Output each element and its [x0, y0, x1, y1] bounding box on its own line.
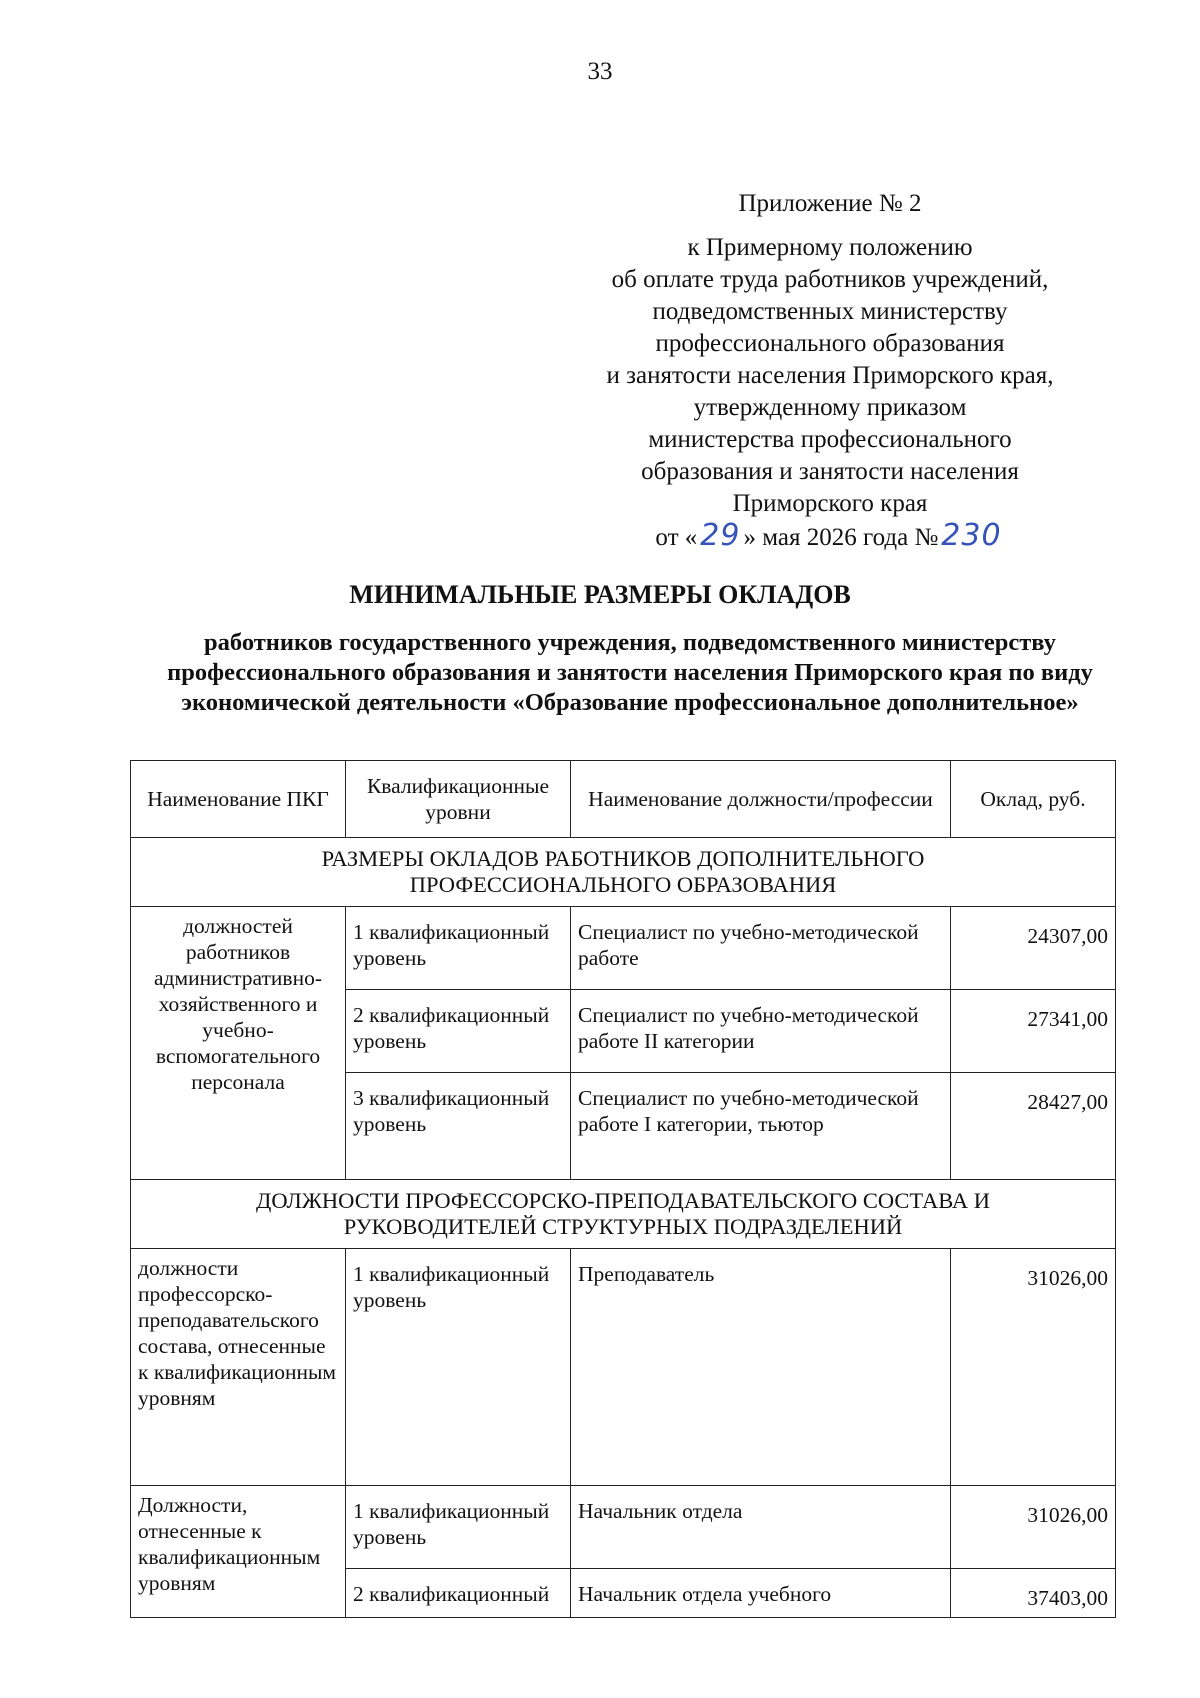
table-header-row [131, 761, 1116, 838]
appendix-line: образования и занятости населения [641, 458, 1019, 485]
appendix-line: об оплате труда работников учреждений, [611, 266, 1049, 293]
section-title: ДОЛЖНОСТИ ПРОФЕССОРСКО-ПРЕПОДАВАТЕЛЬСКОГО СОСТАВА И РУКОВОДИТЕЛЕЙ СТРУКТУРНЫХ ПОДРАЗДЕЛЕНИЙ [131, 1180, 1116, 1249]
handwritten-order-number: 230 [941, 518, 1002, 553]
salary-table [130, 760, 1116, 1618]
date-middle: » мая 2026 года № [743, 524, 939, 551]
salary-value: 24307,00 [951, 907, 1116, 990]
appendix-line: утвержденному приказом [693, 394, 967, 421]
handwritten-day: 29 [700, 518, 741, 553]
table-row [131, 1486, 1116, 1569]
salary-value: 28427,00 [951, 1073, 1116, 1180]
salary-value: 31026,00 [951, 1486, 1116, 1569]
group-name: должностей работников административно-хозяйственного и учебно-вспомогательного персонала [131, 907, 346, 1180]
appendix-title: Приложение № 2 [738, 190, 922, 217]
qualification-level: 2 квалификационный уровень [346, 990, 571, 1073]
appendix-block [560, 188, 1100, 554]
main-title: МИНИМАЛЬНЫЕ РАЗМЕРЫ ОКЛАДОВ [349, 580, 851, 609]
header-levels: Квалификационные уровни [346, 761, 571, 838]
position-name: Преподаватель [571, 1249, 951, 1486]
header-position: Наименование должности/профессии [571, 761, 951, 838]
header-pkg: Наименование ПКГ [131, 761, 346, 838]
table-row [131, 907, 1116, 990]
qualification-level: 3 квалификационный уровень [346, 1073, 571, 1180]
appendix-line: подведомственных министерству [652, 298, 1008, 325]
table-row [131, 1249, 1116, 1486]
section-row [131, 1180, 1116, 1249]
appendix-line: Приморского края [732, 490, 928, 517]
group-name: Должности, отнесенные к квалификационным уровням [131, 1486, 346, 1618]
subtitle: работников государственного учреждения, подведомственного министерству профессионального образования и занятости населения Приморского края по виду экономической деятельности «Образование профессиональное дополнительное» [167, 629, 1093, 716]
qualification-level: 1 квалификационный уровень [346, 1249, 571, 1486]
appendix-date-line [560, 520, 1100, 554]
appendix-line: и занятости населения Приморского края, [606, 362, 1054, 389]
date-prefix: от « [655, 524, 698, 551]
position-name: Начальник отдела учебного [571, 1569, 951, 1618]
qualification-level: 2 квалификационный [346, 1569, 571, 1618]
salary-value: 27341,00 [951, 990, 1116, 1073]
position-name: Начальник отдела [571, 1486, 951, 1569]
section-title: РАЗМЕРЫ ОКЛАДОВ РАБОТНИКОВ ДОПОЛНИТЕЛЬНОГО ПРОФЕССИОНАЛЬНОГО ОБРАЗОВАНИЯ [131, 838, 1116, 907]
appendix-line: министерства профессионального [648, 426, 1012, 453]
qualification-level: 1 квалификационный уровень [346, 907, 571, 990]
qualification-level: 1 квалификационный уровень [346, 1486, 571, 1569]
salary-value: 37403,00 [951, 1569, 1116, 1618]
position-name: Специалист по учебно-методической работе [571, 907, 951, 990]
appendix-line: к Примерному положению [687, 234, 973, 261]
section-row [131, 838, 1116, 907]
position-name: Специалист по учебно-методической работе II категории [571, 990, 951, 1073]
salary-value: 31026,00 [951, 1249, 1116, 1486]
header-salary: Оклад, руб. [951, 761, 1116, 838]
appendix-line: профессионального образования [655, 330, 1005, 357]
group-name: должности профессорско-преподавательского состава, отнесенные к квалификационным уровням [131, 1249, 346, 1486]
page-number: 33 [587, 58, 613, 85]
position-name: Специалист по учебно-методической работе I категории, тьютор [571, 1073, 951, 1180]
